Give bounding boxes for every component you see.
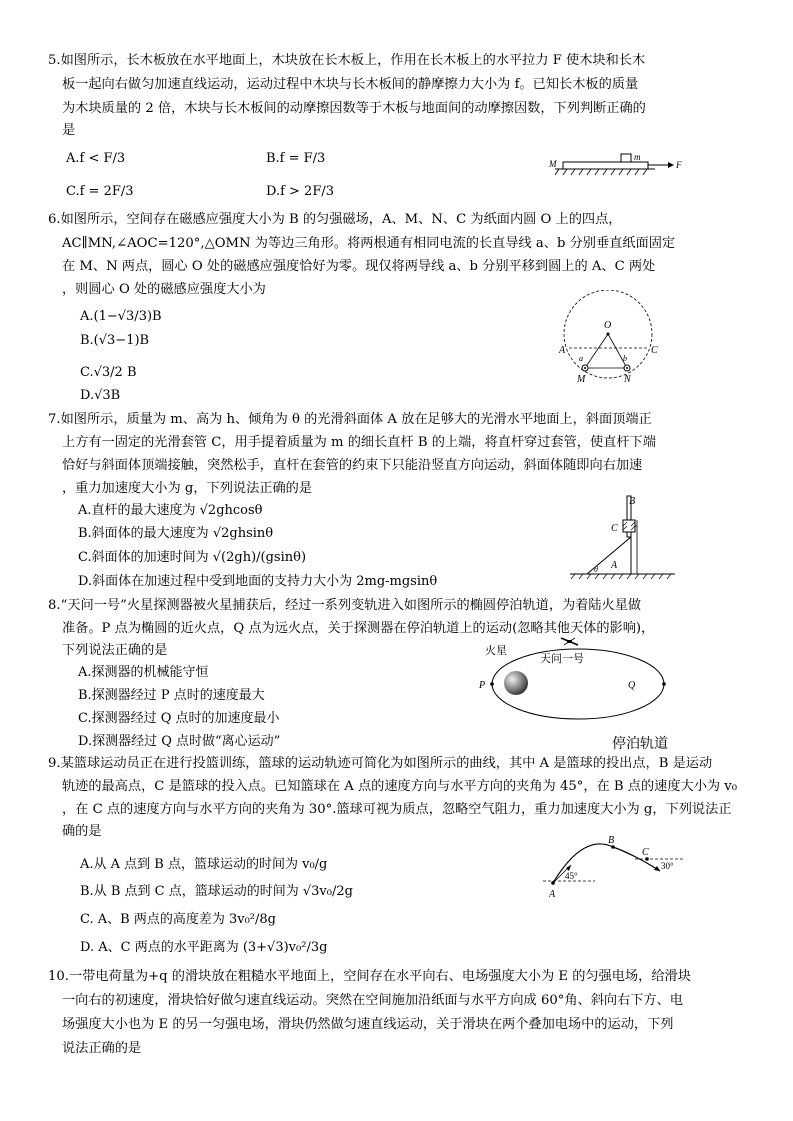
q5-line-2: 板一起向右做匀加速直线运动，运动过程中木块与长木板间的静摩擦力大小为 f。已知长木板的质量 (62, 77, 639, 92)
label-45deg: 45° (565, 871, 578, 881)
label-C: C (642, 847, 649, 858)
q8-orbit-figure (478, 632, 668, 724)
q10-line-2: 一向右的初速度，滑块恰好做匀速直线运动。突然在空间施加沿纸面与水平方向成 60°角、斜向右下方、电 (62, 993, 683, 1008)
label-A: A (611, 560, 618, 571)
q5-board-figure (545, 145, 685, 177)
label-C: C (651, 345, 658, 356)
label-M: M (577, 374, 586, 385)
label-A: A (559, 345, 566, 356)
q6-option-c: C.√3/2 B (80, 365, 137, 380)
q5-line-4: 是 (62, 123, 76, 138)
label-tianwen: 天问一号 (540, 653, 584, 665)
q7-line-2: 上方有一固定的光滑套管 C，用手提着质量为 m 的细长直杆 B 的上端，将直杆穿过套管，使直杆下端 (62, 435, 656, 450)
q6-line-1: 6.如图所示，空间存在磁感应强度大小为 B 的匀强磁场，A、M、N、C 为纸面内圆 O 上的四点， (48, 212, 622, 227)
q7-incline-figure (565, 492, 680, 582)
label-C: C (611, 523, 618, 534)
q7-option-a: A.直杆的最大速度为 √2ghcosθ (78, 503, 263, 518)
q7-option-d: D.斜面体在加速过程中受到地面的支持力大小为 2mg-mgsinθ (78, 574, 438, 589)
q7-line-3: 恰好与斜面体顶端接触，突然松手，直杆在套管的约束下只能沿竖直方向运动，斜面体随即向右加速 (62, 458, 643, 473)
q5-option-d: D.f > 2F/3 (266, 184, 335, 199)
q9-option-d: D. A、C 两点的水平距离为 (3+√3)v₀²/3g (80, 940, 328, 955)
q6-option-a: A.(1−√3/3)B (80, 309, 162, 324)
label-B: B (608, 835, 615, 846)
q9-option-a: A.从 A 点到 B 点，篮球运动的时间为 v₀/g (80, 857, 328, 872)
label-N: N (624, 374, 631, 385)
label-m: m (634, 152, 641, 162)
q9-option-c: C. A、B 两点的高度差为 3v₀²/8g (80, 912, 276, 927)
label-a: a (579, 354, 583, 363)
label-A: A (549, 889, 556, 900)
label-30deg: 30° (661, 861, 674, 871)
q8-line-1: 8.“天问一号”火星探测器被火星捕获后，经过一系列变轨进入如图所示的椭圆停泊轨道，为着陆火星做 (48, 598, 642, 613)
q6-option-d: D.√3B (80, 388, 121, 403)
q8-line-3: 下列说法正确的是 (62, 643, 168, 658)
q5-line-3: 为木块质量的 2 倍，木块与长木板间的动摩擦因数等于木板与地面间的动摩擦因数，下列判断正确的 (62, 101, 646, 116)
label-parking-orbit: 停泊轨道 (612, 736, 668, 752)
q9-line-1: 9.某篮球运动员正在进行投篮训练，篮球的运动轨迹可简化为如图所示的曲线，其中 A 是篮球的投出点，B 是运动 (48, 756, 713, 771)
q5-line-1: 5.如图所示，长木板放在水平地面上，木块放在长木板上，作用在长木板上的水平拉力 F 使木块和长木 (48, 53, 646, 68)
long-board (563, 162, 648, 169)
q9-line-2: 轨迹的最高点，C 是篮球的投入点。已知篮球在 A 点的速度方向与水平方向的夹角为 45°，在 B 点的速度大小为 v₀ (62, 779, 738, 794)
q8-option-b: B.探测器经过 P 点时的速度最大 (78, 688, 265, 703)
q9-line-3: ，在 C 点的速度方向与水平方向的夹角为 30°.篮球可视为质点，忽略空气阻力，重力加速度大小为 g，下列说法正 (62, 802, 732, 817)
q6-line-4: ，则圆心 O 处的磁感应强度大小为 (62, 282, 266, 297)
q8-option-a: A.探测器的机械能守恒 (78, 665, 209, 680)
q10-line-3: 场强度大小也为 E 的另一匀强电场，滑块仍然做匀速直线运动，关于滑块在两个叠加电场中的运动，下列 (62, 1017, 674, 1032)
q7-line-1: 7.如图所示，质量为 m、高为 h、倾角为 θ 的光滑斜面体 A 放在足够大的光滑水平地面上，斜面顶端正 (48, 412, 652, 427)
q10-line-1: 10.一带电荷量为+q 的滑块放在粗糙水平地面上，空间存在水平向右、电场强度大小为 E 的匀强电场，给滑块 (48, 969, 691, 984)
probe-icon (561, 638, 578, 645)
q10-line-4: 说法正确的是 (62, 1041, 142, 1056)
label-B: B (629, 496, 636, 507)
q7-option-b: B.斜面体的最大速度为 √2ghsinθ (78, 526, 274, 541)
label-Q: Q (628, 680, 636, 691)
q5-option-a: A.f < F/3 (66, 151, 126, 166)
label-b: b (623, 354, 627, 363)
q6-option-b: B.(√3−1)B (80, 333, 150, 348)
q9-option-b: B.从 B 点到 C 点，篮球运动的时间为 √3v₀/2g (80, 884, 353, 899)
q9-line-4: 确的是 (62, 824, 102, 839)
wood-block (621, 154, 631, 162)
q8-line-2: 准备。P 点为椭圆的近火点，Q 点为远火点，关于探测器在停泊轨道上的运动(忽略其他天体的影响)， (62, 621, 655, 636)
q7-line-4: ，重力加速度大小为 g，下列说法正确的是 (62, 481, 313, 496)
q5-option-b: B.f = F/3 (266, 151, 326, 166)
mars-planet (504, 671, 528, 695)
label-P: P (479, 680, 486, 691)
label-theta: θ (594, 565, 598, 574)
label-mars: 火星 (485, 645, 507, 657)
q6-circle-figure (555, 290, 665, 386)
label-M: M (549, 159, 557, 169)
q9-trajectory-figure (535, 833, 695, 901)
q5-option-c: C.f = 2F/3 (66, 184, 134, 199)
q6-line-3: 在 M、N 两点，圆心 O 处的磁感应强度恰好为零。现仅将两导线 a、b 分别平移到圆上的 A、C 两处 (62, 259, 656, 274)
q6-line-2: AC∥MN,∠AOC=120°,△OMN 为等边三角形。将两根通有相同电流的长直导线 a、b 分别垂直纸面固定 (62, 236, 676, 251)
label-F: F (676, 160, 682, 170)
sleeve-C (623, 520, 635, 532)
q7-option-c: C.斜面体的加速时间为 √(2gh)/(gsinθ) (78, 550, 307, 565)
label-O: O (604, 320, 612, 331)
q8-option-d: D.探测器经过 Q 点时做“离心运动” (78, 734, 281, 749)
q8-option-c: C.探测器经过 Q 点时的加速度最小 (78, 711, 280, 726)
